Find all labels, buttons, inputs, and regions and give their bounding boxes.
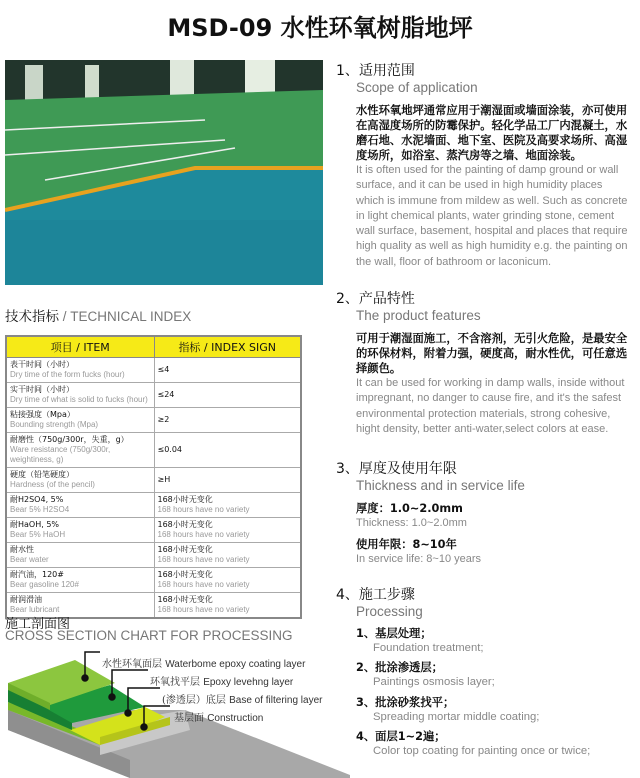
value-cell [154, 492, 301, 517]
label-en: Epoxy levehng layer [203, 677, 294, 688]
table-row [6, 467, 301, 492]
label-cn: 水性环氧面层 [102, 659, 162, 670]
item-cn: 耐水性 [10, 544, 34, 554]
value-cn: ≤4 [157, 364, 170, 374]
step-cn: 2、批涂渗透层； [356, 661, 443, 675]
label-cn: (渗透层）底层 [162, 695, 226, 706]
item-cn: 实干时间（小时） [10, 384, 74, 394]
value-cell [154, 567, 301, 592]
item-cell [6, 492, 154, 517]
step-en: Spreading mortar middle coating; [373, 710, 540, 723]
item-cn: 耐汽油，120# [10, 569, 64, 579]
value-cn: 168小时无变化 [157, 544, 213, 554]
table-row [6, 407, 301, 432]
table-row [6, 567, 301, 592]
value-en: 168 hours have no variety [157, 529, 250, 539]
section-heading-cn: 3、厚度及使用年限 [336, 461, 457, 477]
item-cell [6, 407, 154, 432]
body-en: It is often used for the painting of damp ground or wall surface, and it can be used in high humidity places which is immune from mildew as well. Such as concrete in light chemical plants, water grinding stone, cement wall surface, basement, hospital and places that require high quality as well as high humidity e.g. the painting on the wall, floor of bathroom or laconicum. [356, 164, 628, 268]
section-processing [336, 584, 636, 763]
service-life-en: In service life: 8~10 years [356, 553, 482, 566]
cross-section-title-en: CROSS SECTION CHART FOR PROCESSING [5, 628, 293, 643]
value-cell [154, 432, 301, 467]
label-waterborne-layer [102, 655, 305, 670]
item-cell [6, 542, 154, 567]
item-en: Bounding strength (Mpa) [10, 419, 99, 429]
step-en: Foundation treatment; [373, 642, 484, 654]
step-en: Color top coating for painting once or twice; [373, 744, 591, 757]
value-cell [154, 407, 301, 432]
value-cell [154, 467, 301, 492]
thickness-cn: 厚度：1.0~2.0mm [356, 502, 463, 515]
section-features [336, 288, 636, 437]
thickness-en: Thickness: 1.0~2.0mm [356, 517, 467, 529]
photo-illustration [5, 60, 323, 285]
table-row [6, 517, 301, 542]
value-cn: 168小时无变化 [157, 569, 213, 579]
section-heading-cn: 1、适用范围 [336, 63, 415, 79]
label-en: Waterbome epoxy coating layer [165, 659, 306, 670]
table-row [6, 357, 301, 382]
section-heading-en: Scope of application [356, 80, 478, 95]
table-row [6, 542, 301, 567]
item-cell [6, 382, 154, 407]
processing-step [356, 695, 636, 725]
value-cell [154, 542, 301, 567]
item-cn: 耐磨性（750g/300r，失重，g） [10, 434, 129, 444]
technical-index-title-cn: 技术指标 [5, 309, 59, 325]
table-row [6, 492, 301, 517]
item-cell [6, 517, 154, 542]
value-cell [154, 382, 301, 407]
label-construction [174, 709, 263, 724]
item-en: Ware resistance (750g/300r, weightiness, g) [10, 444, 111, 464]
value-cn: 168小时无变化 [157, 519, 213, 529]
table-row [6, 382, 301, 407]
value-en: 168 hours have no variety [157, 604, 250, 614]
label-cn: 基层面 [174, 713, 204, 724]
processing-step [356, 660, 636, 690]
item-cell [6, 357, 154, 382]
technical-index-table [5, 335, 302, 619]
value-cell [154, 357, 301, 382]
label-leveling-layer [150, 673, 293, 688]
value-cn: ≤0.04 [157, 444, 183, 454]
parking-garage-floor-photo [5, 60, 323, 285]
item-cn: 硬度（铅笔硬度） [10, 469, 74, 479]
item-cn: 粘接强度（Mpa） [10, 409, 75, 419]
label-en: Base of filtering layer [229, 695, 323, 706]
item-en: Bear lubricant [10, 604, 60, 614]
column-header-item: 项目 / ITEM [6, 336, 154, 357]
step-cn: 1、基层处理； [356, 627, 432, 640]
column-header-index-sign: 指标 / INDEX SIGN [154, 336, 301, 357]
item-cn: 耐H2SO4, 5% [10, 494, 64, 504]
value-cn: ≤24 [157, 389, 175, 399]
item-cell [6, 467, 154, 492]
item-en: Bear water [10, 554, 49, 564]
item-en: Bear 5% H2SO4 [10, 504, 70, 514]
technical-index-title [5, 305, 191, 325]
item-en: Dry time of the form fucks (hour) [10, 369, 125, 379]
section-heading-en: Processing [356, 604, 423, 619]
step-en: Paintings osmosis layer; [373, 676, 495, 689]
item-en: Bear 5% HaOH [10, 529, 66, 539]
item-cn: 表干时间（小时） [10, 359, 74, 369]
value-cell [154, 517, 301, 542]
item-cn: 耐HaOH, 5% [10, 519, 60, 529]
value-en: 168 hours have no variety [157, 579, 250, 589]
step-cn: 4、面层1~2遍； [356, 729, 446, 743]
body-cn: 水性环氧地坪通常应用于潮湿面或墙面涂装，亦可使用在高湿度场所的防霉保护。轻化学品工厂内混凝土，水磨石地、水泥墙面、地下室、医院及高要求场所、高湿度场所，如浴室、蒸汽房等之墙、地面涂装。 [356, 104, 628, 162]
label-base-layer [162, 691, 322, 706]
body-cn: 可用于潮湿面施工，不含溶剂，无引火危险，是最安全的环保材料，附着力强，硬度高，耐水性优，可任意选择颜色。 [356, 332, 628, 375]
step-cn: 3、批涂砂浆找平； [356, 695, 455, 709]
technical-index-title-en: / TECHNICAL INDEX [59, 309, 192, 324]
item-en: Hardness (of the pencil) [10, 479, 95, 489]
section-heading-cn: 2、产品特性 [336, 291, 415, 307]
value-cell [154, 592, 301, 618]
processing-step [356, 729, 636, 759]
section-heading-cn: 4、施工步骤 [336, 587, 415, 603]
section-scope [336, 60, 636, 270]
section-heading-en: Thickness and in service life [356, 478, 525, 493]
table-row [6, 432, 301, 467]
label-en: Construction [207, 713, 264, 724]
item-cell [6, 432, 154, 467]
section-heading-en: The product features [356, 308, 481, 323]
body-en: It can be used for working in damp walls, inside without impregnant, no danger to cause fire, and it's the safest environmental protection materials, strong cohesive, hight density, better anti-water,select colors at ease. [356, 377, 625, 435]
value-en: 168 hours have no variety [157, 504, 250, 514]
value-en: 168 hours have no variety [157, 554, 250, 564]
item-en: Bear gasoline 120# [10, 579, 79, 589]
service-life-cn: 使用年限：8~10年 [356, 538, 457, 552]
item-cn: 耐润滑油 [10, 594, 42, 604]
value-cn: ≥H [157, 474, 171, 484]
item-en: Dry time of what is solid to fucks (hour) [10, 394, 148, 404]
value-cn: 168小时无变化 [157, 594, 213, 604]
processing-step [356, 626, 636, 656]
page-title: MSD-09 水性环氧树脂地坪 [167, 14, 473, 42]
label-cn: 环氧找平层 [150, 677, 200, 688]
value-cn: 168小时无变化 [157, 494, 213, 504]
item-cell [6, 567, 154, 592]
cross-section-title-cn: 施工剖面图 [5, 617, 71, 632]
section-thickness [336, 458, 636, 568]
value-cn: ≥2 [157, 414, 170, 424]
